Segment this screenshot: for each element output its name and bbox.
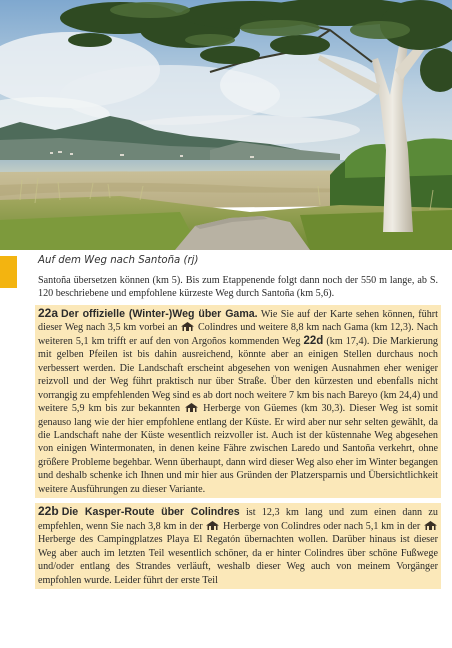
hostel-icon <box>185 403 198 412</box>
section-22b-heading <box>38 506 240 518</box>
section-22b-title: Die Kasper-Route über Colindres <box>61 506 240 519</box>
photo-illustration <box>0 0 452 250</box>
route-ref-22d: 22d <box>303 334 324 347</box>
hostel-icon <box>424 521 437 530</box>
section-22b-text-1: ist 12,3 km lang und zum einen dann zu empfehlen, wenn Sie nach 3,8 km in der <box>38 507 438 532</box>
section-22a <box>35 305 441 498</box>
landscape-photo <box>0 0 452 250</box>
section-22a-paragraph <box>38 307 438 496</box>
section-22b-number: 22b <box>38 504 59 519</box>
chapter-edge-tab <box>0 256 17 288</box>
section-22b-text-3: Herberge des Campingplatzes Playa El Regatón übernachten wollen. Darüber hinaus ist dieser Weg aber auch im letzten Teil wesentlich schöner, da er hinter Colindres über schöne Fußwege und/oder entlang des Strandes verläuft, weshalb dieser Weg auch von meinem Vorgänger empfohlen wurde. Leider führt der erste Teil <box>38 534 438 586</box>
hostel-icon <box>181 322 194 331</box>
body-text <box>38 274 438 589</box>
section-22a-title: Der offizielle (Winter-)Weg über Gama. <box>61 307 258 320</box>
section-22b <box>35 503 441 589</box>
section-22b-text-2: Herberge von Colindres oder nach 5,1 km in der <box>220 520 423 532</box>
section-22b-paragraph <box>38 505 438 587</box>
section-22a-text-3: (km 17,4). Die Markierung mit gelben Pfeilen ist bis dahin ausreichend, könnte aber an einigen Stellen durchaus noch verbessert werden. Die Landschaft erscheint abgesehen von wenigen Ausnahmen eher weniger reizvoll und der Weg führt praktisch nur über Straße. Über den kürzesten und ebenfalls nicht vorrangig zu empfehlenden Weg sind es ab dort noch weitere 7 km bis nach Bareyo (km 24,4) und weitere 5,9 km bis zur bekannten <box>38 335 438 415</box>
section-22a-text-4: Herberge von Güemes (km 30,3). Dieser Weg ist somit genauso lang wie der hier empfohlene entlang der Küste. Er wird aber nur sehr selten gewählt, da die Landschaft nahe der Küste wesentlich reizvoller ist. Auch ist der küstennahe Weg abgesehen von einigen Wintermonaten, in denen keine Fähre zwischen Laredo und Santoña verkehrt, ohne größere Probleme begehbar. Wenn überhaupt, dann wird dieser Weg also eher im Winter begangen und deshalb schenke ich Ihnen und mir hier aus Gründen der Platzersparnis und Übersichtlichkeit weitere Ausführungen zu dieser Variante. <box>38 403 438 495</box>
section-22a-number: 22a <box>38 305 59 320</box>
section-22a-text-2: Colindres und weitere 8,8 km nach Gama (km 12,3). Nach weiteren 5,1 km trifft er auf den von Argoños kommenden Weg <box>38 322 438 347</box>
section-22a-heading <box>38 305 258 320</box>
photo-caption: Auf dem Weg nach Santoña (rj) <box>38 255 199 266</box>
hostel-icon <box>206 521 219 530</box>
intro-paragraph: Santoña übersetzen können (km 5). Bis zum Etappenende folgt dann noch der 550 m lange, ab S. 120 beschriebene und empfohlene kürzeste Weg durch Santoña (km 5,6). <box>38 275 438 300</box>
section-22a-text-1: Wie Sie auf der Karte sehen können, führt dieser Weg nach 3,5 km vorbei an <box>38 308 438 334</box>
